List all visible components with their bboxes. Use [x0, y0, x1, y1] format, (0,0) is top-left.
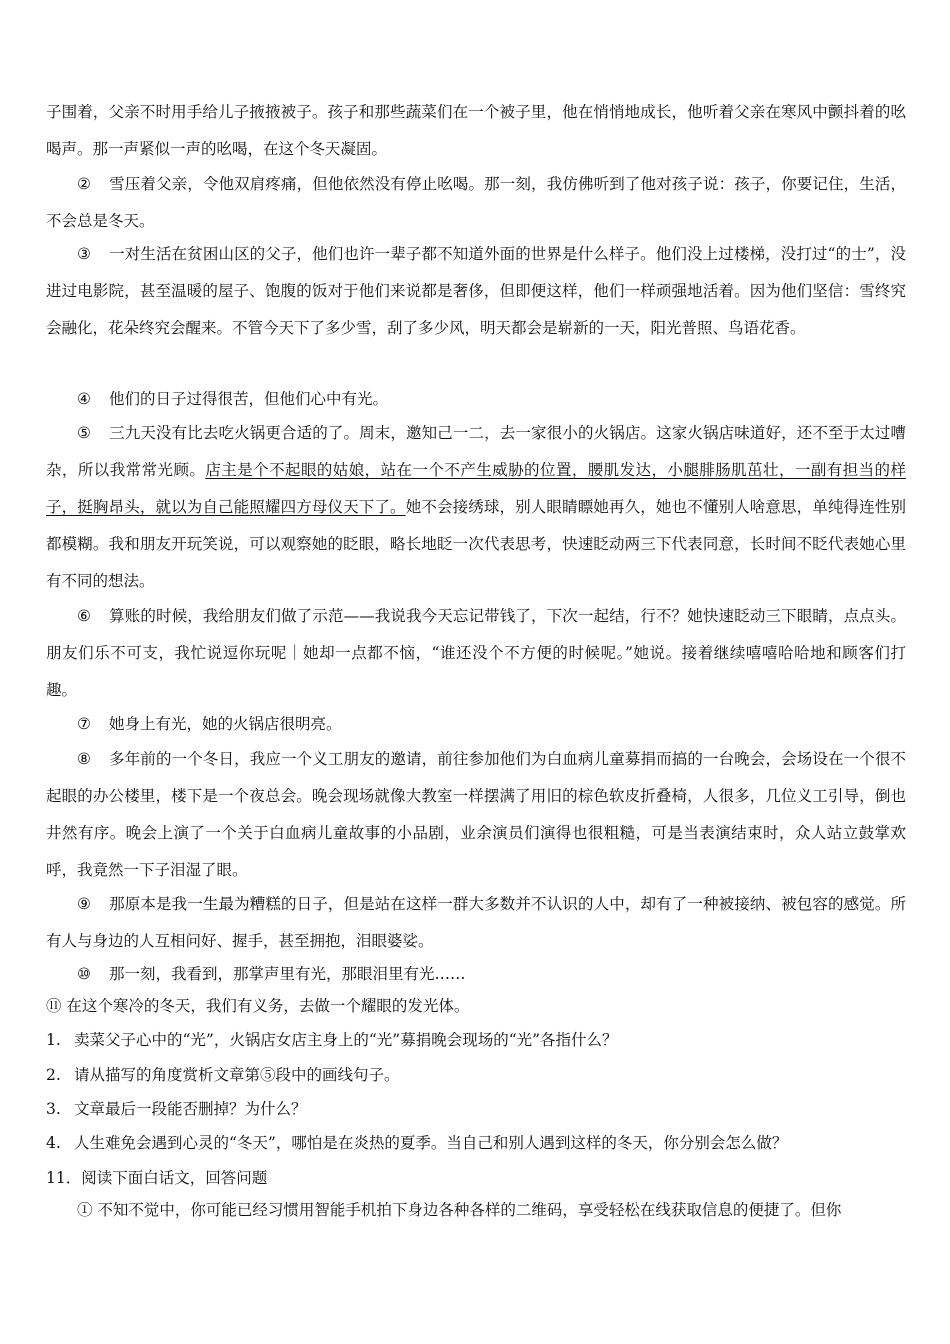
question-3: [46, 1093, 906, 1125]
paragraph-number: ⑦: [77, 715, 91, 733]
paragraph-text: 雪压着父亲，令他双肩疼痛，但他依然没有停止吆喝。那一刻，我仿佛听到了他对孩子说：孩子，你要记住，生活，不会总是冬天。: [46, 175, 906, 230]
paragraph-8: [46, 741, 906, 889]
paragraph-text: 一对生活在贫困山区的父子，他们也许一辈子都不知道外面的世界是什么样子。他们没上过楼梯，没打过“的士”，没进过电影院，甚至温暖的屋子、饱腹的饭对于他们来说都是奢侈，但即便这样，他们一样顽强地活着。因为他们坚信：雪终究会融化，花朵终究会醒来。不管今天下了多少雪，刮了多少风，明天都会是崭新的一天，阳光普照、鸟语花香。: [46, 245, 906, 337]
paragraph-text: 那一刻，我看到，那掌声里有光，那眼泪里有光……: [109, 965, 466, 983]
question-number: 2.: [46, 1066, 61, 1084]
question-2: [46, 1059, 906, 1091]
question-number: 4.: [46, 1134, 61, 1152]
paragraph-text: 三九天没有比去吃火锅更合适的了。周末，邀知己一二，去一家很小的火锅店。这家火锅店味道好，还不至于太过嘈杂，所以我常常光顾。: [46, 424, 906, 479]
paragraph-text: ⑪ 在这个寒冷的冬天，我们有义务，去做一个耀眼的发光体。: [46, 997, 470, 1015]
next-section-paragraph-1: [46, 1192, 906, 1229]
paragraph-text: 子围着，父亲不时用手给儿子掖掖被子。孩子和那些蔬菜们在一个被子里，他在悄悄地成长，他听着父亲在寒风中颤抖着的吆喝声。那一声紧似一声的吆喝，在这个冬天凝固。: [46, 103, 906, 158]
paragraph-5: [46, 415, 906, 600]
section-heading: [46, 1162, 906, 1194]
paragraph-11: [46, 990, 906, 1022]
paragraph-number: ⑩: [77, 965, 91, 983]
paragraph-text: 那原本是我一生最为糟糕的日子，但是站在这样一群大多数并不认识的人中，却有了一种被接纳、被包容的感觉。所有人与身边的人互相问好、握手，甚至拥抱，泪眼婆娑。: [46, 895, 906, 950]
question-text: 人生难免会遇到心灵的“冬天”，哪怕是在炎热的夏季。当自己和别人遇到这样的冬天，你分别会怎么做？: [74, 1134, 788, 1152]
question-number: 1.: [46, 1031, 61, 1049]
question-text: 卖菜父子心中的“光”，火锅店女店主身上的“光”募捐晚会现场的“光”各指什么？: [74, 1031, 618, 1049]
paragraph-4: [46, 381, 906, 418]
paragraph-number: ⑧: [77, 750, 91, 768]
paragraph-text: 他们的日子过得很苦，但他们心中有光。: [109, 390, 389, 408]
paragraph-number: ⑤: [77, 424, 91, 442]
paragraph-text: 她不会接绣球，别人眼睛瞟她再久，她也不懂别人啥意思，单纯得连性别都模糊。我和朋友开玩笑说，可以观察她的眨眼，略长地眨一次代表思考，快速眨动两三下代表同意，长时间不眨代表她心里有不同的想法。: [46, 498, 906, 590]
question-text: 请从描写的角度赏析文章第⑤段中的画线句子。: [74, 1066, 400, 1084]
question-4: [46, 1127, 906, 1159]
paragraph-2: [46, 166, 906, 240]
question-text: 文章最后一段能否删掉？为什么？: [74, 1100, 307, 1118]
paragraph-number: ②: [77, 175, 91, 193]
paragraph-number: ⑨: [77, 895, 91, 913]
question-number: 3.: [46, 1100, 61, 1118]
paragraph-9: [46, 886, 906, 960]
paragraph-text: ① 不知不觉中，你可能已经习惯用智能手机拍下身边各种各样的二维码，享受轻松在线获取信息的便捷了。但你: [77, 1201, 842, 1219]
paragraph-6: [46, 598, 906, 709]
paragraph-continued: [46, 94, 906, 168]
paragraph-number: ④: [77, 390, 91, 408]
paragraph-text: 多年前的一个冬日，我应一个义工朋友的邀请，前往参加他们为白血病儿童募捐而搞的一台晚会，会场设在一个很不起眼的办公楼里，楼下是一个夜总会。晚会现场就像大教室一样摆满了用旧的棕色软皮折叠椅，人很多，几位义工引导，倒也井然有序。晚会上演了一个关于白血病儿童故事的小品剧，业余演员们演得也很粗糙，可是当表演结束时，众人站立鼓掌欢呼，我竟然一下子泪湿了眼。: [46, 750, 906, 879]
underlined-sentence: 店主是个不起眼的姑娘，站在一个不产生威胁的位置，腰肌发达，小腿腓肠肌茁壮，一副有担当的样子，挺胸昂头，就以为自己能照耀四方母仪天下了。: [46, 461, 906, 516]
paragraph-10: [46, 956, 906, 993]
paragraph-number: ③: [77, 245, 91, 263]
paragraph-7: [46, 706, 906, 743]
paragraph-number: ⑥: [77, 607, 91, 625]
paragraph-text: 她身上有光，她的火锅店很明亮。: [109, 715, 342, 733]
paragraph-text: 算账的时候，我给朋友们做了示范——我说我今天忘记带钱了，下次一起结，行不？她快速眨动三下眼睛，点点头。朋友们乐不可支，我忙说逗你玩呢｜她却一点都不恼，“谁还没个不方便的时候呢。”她说。接着继续嘻嘻哈哈地和顾客们打趣。: [46, 607, 906, 699]
question-1: [46, 1024, 906, 1056]
section-title: 11．阅读下面白话文，回答问题: [46, 1169, 268, 1187]
paragraph-3: [46, 236, 906, 347]
